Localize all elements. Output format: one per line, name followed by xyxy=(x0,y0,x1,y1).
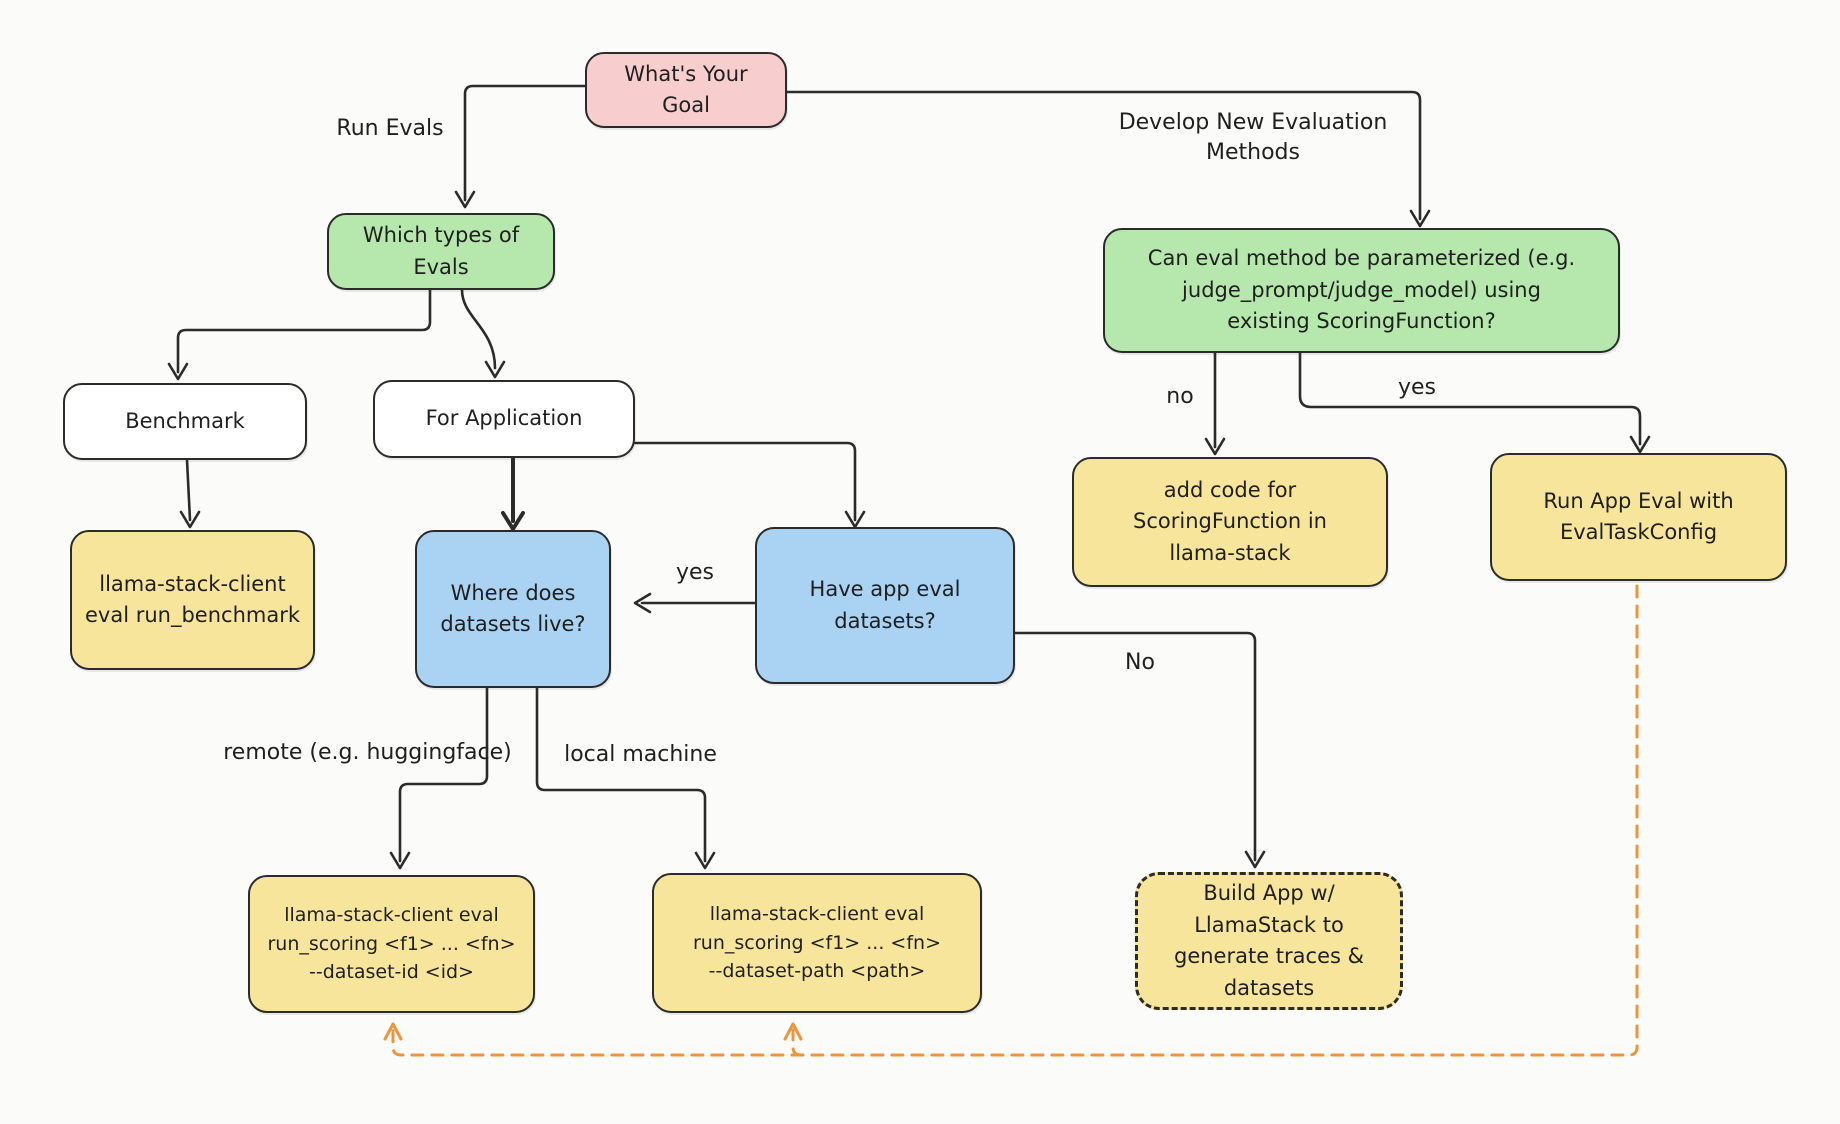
edge-label-remote-huggingface[interactable]: remote (e.g. huggingface) xyxy=(223,740,512,765)
edge-for-application-to-have-datasets xyxy=(635,443,855,520)
edge-where-datasets-local-to-run-scoring-path xyxy=(537,688,705,861)
edge-which-types-to-benchmark xyxy=(178,290,430,372)
edge-label-no-have-datasets[interactable]: No xyxy=(1125,650,1155,675)
node-whats-your-goal[interactable]: What's Your Goal xyxy=(585,52,787,128)
node-run-scoring-dataset-id-command[interactable]: llama-stack-client eval run_scoring <f1> ... <fn> --dataset-id <id> xyxy=(248,875,535,1013)
node-run-app-eval-with-evaltaskconfig[interactable]: Run App Eval with EvalTaskConfig xyxy=(1490,453,1787,581)
node-where-does-datasets-live[interactable]: Where does datasets live? xyxy=(415,530,611,688)
edge-label-run-evals[interactable]: Run Evals xyxy=(336,116,444,141)
node-run-benchmark-command[interactable]: llama-stack-client eval run_benchmark xyxy=(70,530,315,670)
node-run-scoring-dataset-path-command[interactable]: llama-stack-client eval run_scoring <f1> ... <fn> --dataset-path <path> xyxy=(652,873,982,1013)
edge-label-develop-new-evaluation-methods[interactable]: Develop New Evaluation Methods xyxy=(1118,110,1388,165)
node-add-code-for-scoringfunction[interactable]: add code for ScoringFunction in llama-stack xyxy=(1072,457,1388,587)
edge-label-yes-have-datasets[interactable]: yes xyxy=(675,560,715,585)
node-which-types-of-evals[interactable]: Which types of Evals xyxy=(327,213,555,290)
edge-which-types-to-for-application xyxy=(462,290,495,368)
edge-label-yes-param[interactable]: yes xyxy=(1397,375,1437,400)
node-can-eval-method-be-parameterized[interactable]: Can eval method be parameterized (e.g. judge_prompt/judge_model) using existing ScoringFunction? xyxy=(1103,228,1620,353)
node-benchmark[interactable]: Benchmark xyxy=(63,383,307,460)
edge-label-no-param[interactable]: no xyxy=(1166,384,1194,409)
edge-param-question-yes-to-run-app-eval xyxy=(1300,353,1640,444)
node-for-application[interactable]: For Application xyxy=(373,380,635,458)
edge-label-local-machine[interactable]: local machine xyxy=(564,742,717,767)
edge-benchmark-to-run-benchmark xyxy=(187,460,190,520)
node-have-app-eval-datasets[interactable]: Have app eval datasets? xyxy=(755,527,1015,684)
edge-goal-to-which-types xyxy=(465,86,585,200)
edge-where-datasets-remote-to-run-scoring-id xyxy=(400,688,487,861)
node-build-app-with-llamastack[interactable]: Build App w/ LlamaStack to generate traces & datasets xyxy=(1135,872,1403,1010)
